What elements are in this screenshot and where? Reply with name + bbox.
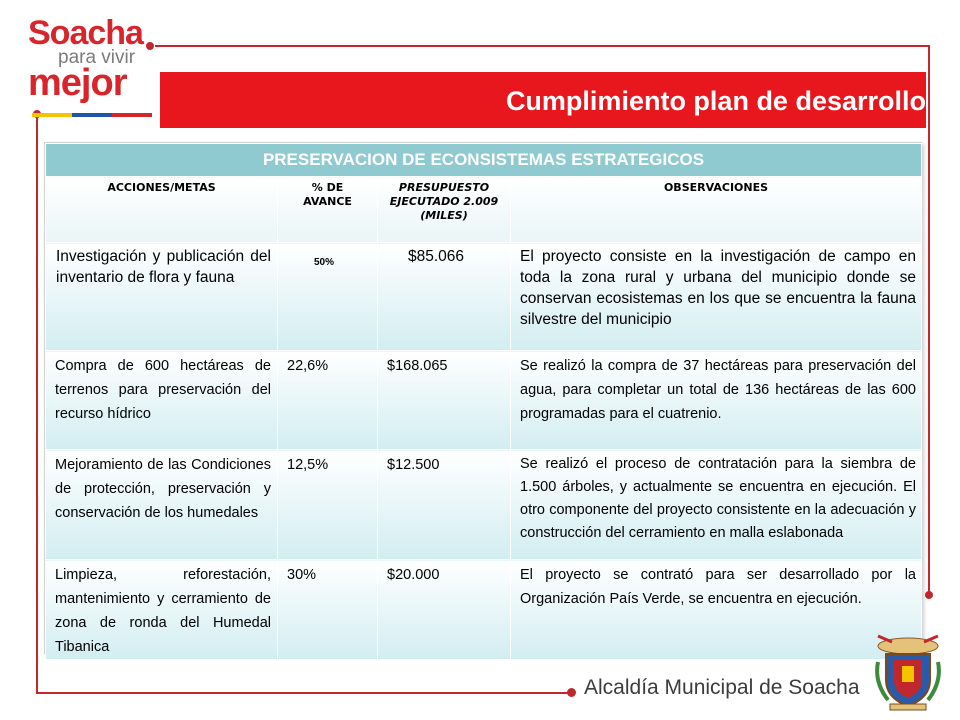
progress-text: 22,6%: [287, 358, 329, 374]
table-row: [46, 450, 922, 560]
observations-text: El proyecto se contrató para ser desarrollado por la Organización País Verde, se encuentra en ejecución.: [520, 567, 916, 607]
table-row: [46, 351, 922, 450]
budget-text: $12.500: [387, 457, 440, 473]
progress-text: 30%: [287, 567, 317, 583]
table-cell: [378, 560, 511, 660]
progress-text: 12,5%: [287, 457, 329, 473]
column-header-observations: OBSERVACIONES: [511, 177, 922, 243]
frame-dot: [925, 591, 933, 599]
action-text: Investigación y publicación del inventario de flora y fauna: [56, 248, 271, 286]
table-cell: [278, 243, 378, 351]
table-row: [46, 560, 922, 660]
action-text: Limpieza, reforestación, mantenimiento y cerramiento de zona de ronda del Humedal Tibanica: [55, 567, 271, 655]
budget-text: $85.066: [408, 248, 465, 265]
table-cell: [511, 243, 922, 351]
page-title: Cumplimiento plan de desarrollo: [505, 86, 926, 116]
table-cell: [278, 450, 378, 560]
progress-text: 50%: [314, 257, 335, 268]
frame-line-left: [36, 114, 38, 694]
footer-dot: [567, 688, 576, 697]
action-text: Compra de 600 hectáreas de terrenos para preservación del recurso hídrico: [55, 358, 271, 422]
frame-line-top: [155, 45, 930, 47]
table-cell: [378, 243, 511, 351]
table-cell: [46, 560, 278, 660]
table-cell: [511, 351, 922, 450]
soacha-logo: [24, 12, 154, 102]
logo-line2: para vivir: [58, 47, 136, 68]
table-cell: [46, 450, 278, 560]
table-cell: [511, 450, 922, 560]
title-bar: [160, 72, 926, 128]
budget-text: $20.000: [387, 567, 440, 583]
frame-line-bottom: [36, 692, 571, 694]
column-header-budget: PRESUPUESTO EJECUTADO 2.009 (MILES): [378, 177, 511, 243]
table-cell: [378, 450, 511, 560]
budget-text: $168.065: [387, 358, 448, 374]
table-cell: [378, 351, 511, 450]
footer-label: Alcaldía Municipal de Soacha: [584, 676, 860, 699]
frame-line-right: [928, 45, 930, 595]
column-header-actions: ACCIONES/METAS: [46, 177, 278, 243]
table-cell: [278, 351, 378, 450]
logo-line1: Soacha: [28, 14, 143, 52]
observations-text: Se realizó el proceso de contratación para la siembra de 1.500 árboles, y actualmente se encuentra en ejecución. El otro componente del proyecto consistente en la adecuación y construcción del cerramiento en malla eslabonada: [520, 456, 916, 541]
column-header-progress: % DE AVANCE: [278, 177, 378, 243]
logo-stripes: [32, 104, 152, 108]
logo-line3: mejor: [28, 62, 127, 104]
table-cell: [511, 560, 922, 660]
table-cell: [46, 243, 278, 351]
table-row: [46, 243, 922, 351]
table-header: PRESERVACION DE ECONSISTEMAS ESTRATEGICOS: [46, 144, 922, 177]
table-cell: [46, 351, 278, 450]
progress-table: [44, 142, 922, 654]
table-cell: [278, 560, 378, 660]
action-text: Mejoramiento de las Condiciones de protección, preservación y conservación de los humedales: [55, 457, 271, 521]
observations-text: Se realizó la compra de 37 hectáreas para preservación del agua, para completar un total de 136 hectáreas de las 600 programadas para el cuatrenio.: [520, 358, 916, 422]
coat-of-arms-icon: [872, 632, 944, 712]
observations-text: El proyecto consiste en la investigación de campo en toda la zona rural y urbana del municipio donde se conservan ecosistemas en los que se encuentra la fauna silvestre del municipio: [520, 248, 916, 328]
